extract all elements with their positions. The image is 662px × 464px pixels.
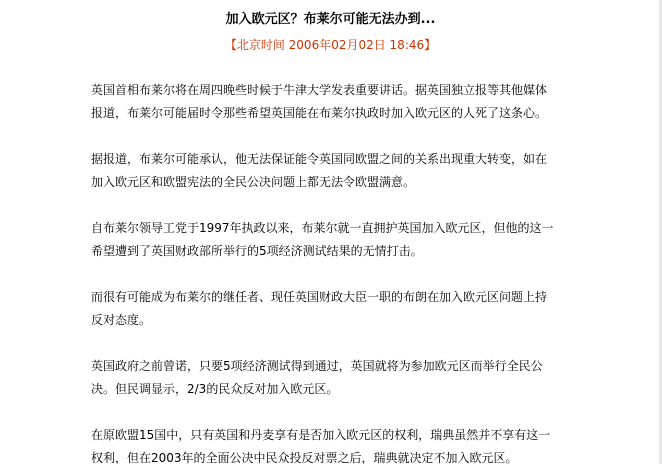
paragraph-line: 报道，布莱尔可能届时令那些希望英国能在布莱尔执政时加入欧元区的人死了这条心。 bbox=[91, 106, 548, 120]
paragraph-line: 决。但民调显示，2/3的民众反对加入欧元区。 bbox=[91, 382, 339, 396]
article-title: 加入欧元区？布莱尔可能无法办到... bbox=[225, 12, 436, 27]
paragraph-line: 反对态度。 bbox=[91, 313, 152, 327]
paragraph-line: 英国首相布莱尔将在周四晚些时候于牛津大学发表重要讲话。据英国独立报等其他媒体 bbox=[91, 83, 548, 97]
paragraph bbox=[91, 355, 571, 401]
paragraph-line: 英国政府之前曾诺，只要5项经济测试得到通过，英国就将为参加欧元区而举行全民公 bbox=[91, 359, 543, 373]
article-timestamp: 【北京时间 2006年02月02日 18:46】 bbox=[224, 38, 437, 52]
paragraph-line: 希望遭到了英国财政部所举行的5项经济测试结果的无情打击。 bbox=[91, 244, 423, 258]
paragraph bbox=[91, 424, 571, 464]
paragraph-line: 据报道，布莱尔可能承认，他无法保证能令英国同欧盟之间的关系出现重大转变，如在 bbox=[91, 152, 548, 166]
paragraph bbox=[91, 148, 571, 194]
paragraph-line: 而很有可能成为布莱尔的继任者、现任英国财政大臣一职的布朗在加入欧元区问题上持 bbox=[91, 290, 548, 304]
paragraph bbox=[91, 79, 571, 125]
paragraph-line: 在原欧盟15国中，只有英国和丹麦享有是否加入欧元区的权利，瑞典虽然并不享有这一 bbox=[91, 428, 551, 442]
paragraph bbox=[91, 286, 571, 332]
paragraph-line: 加入欧元区和欧盟宪法的全民公决问题上都无法令欧盟满意。 bbox=[91, 175, 416, 189]
paragraph-line: 权利，但在2003年的全面公决中民众投反对票之后，瑞典就决定不加入欧元区。 bbox=[91, 451, 518, 464]
paragraph-line: 自布莱尔领导工党于1997年执政以来，布莱尔就一直拥护英国加入欧元区，但他的这一 bbox=[91, 221, 554, 235]
paragraph bbox=[91, 217, 571, 263]
article-body bbox=[91, 79, 571, 464]
